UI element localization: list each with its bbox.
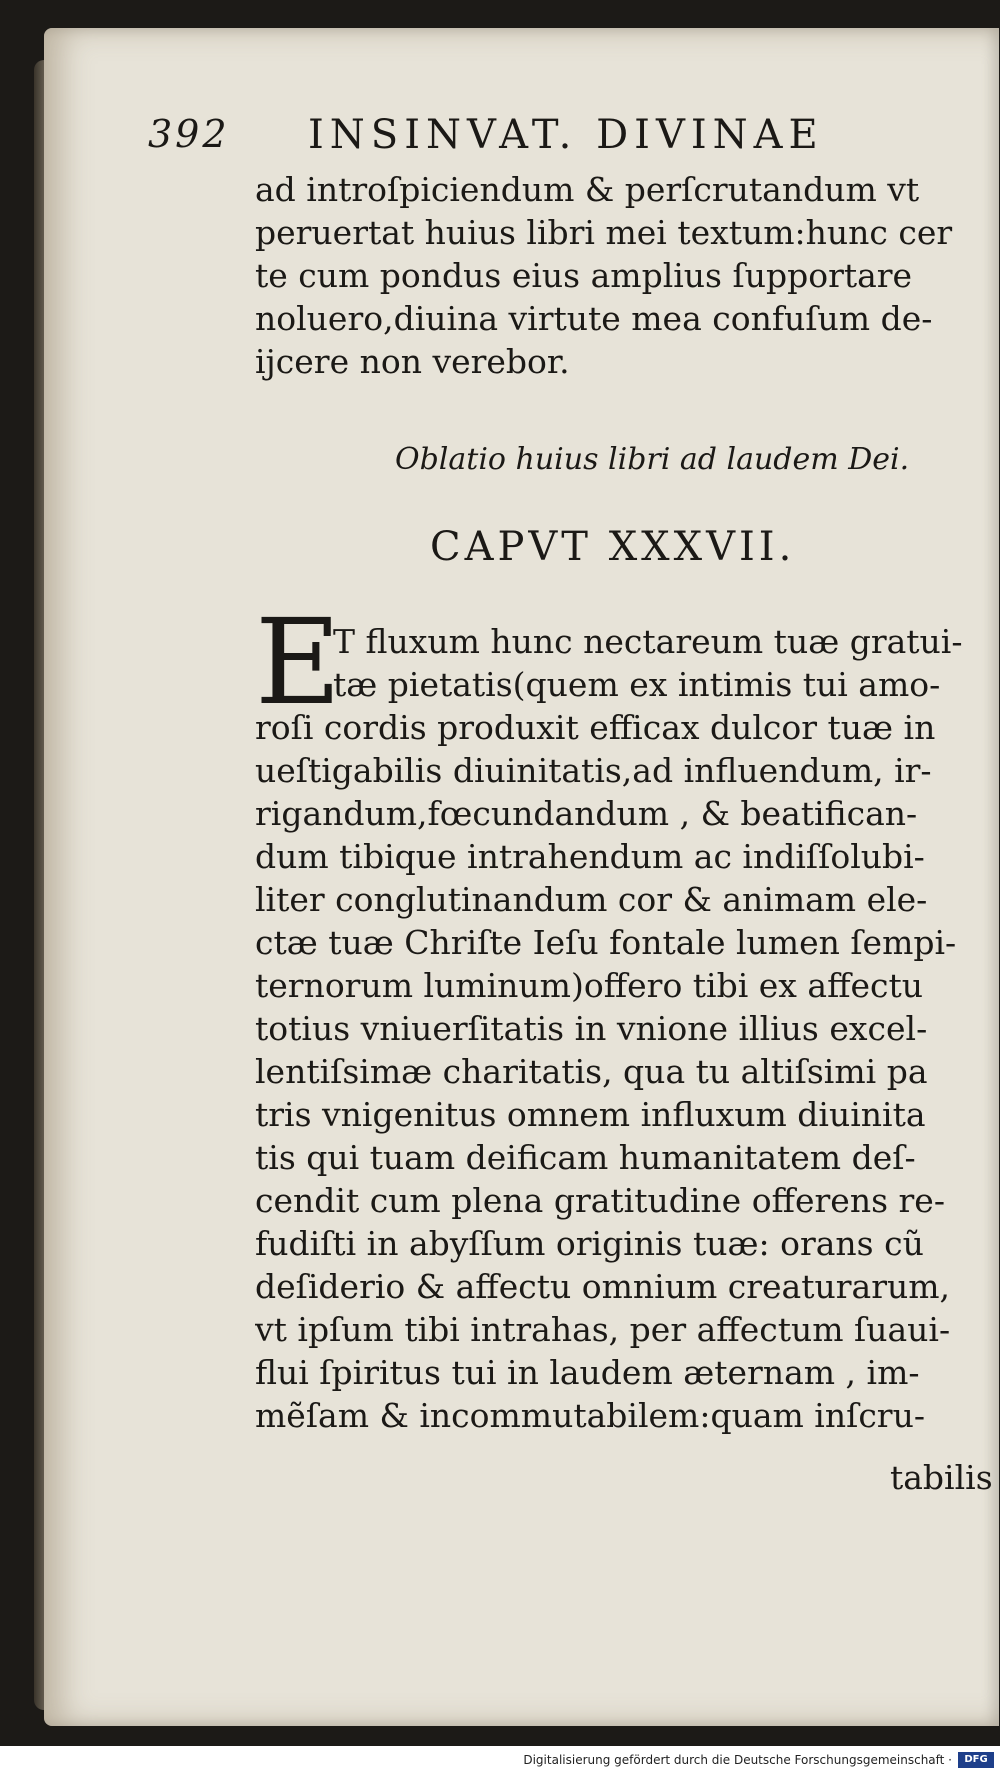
- top-paragraph: [255, 168, 995, 383]
- text-line: fudiſti in abyſſum originis tuæ: orans cũ: [255, 1224, 924, 1263]
- text-line: roſi cordis produxit efficax dulcor tuæ in: [255, 708, 936, 747]
- text-line: vt ipſum tibi intrahas, per affectum ſuaui-: [255, 1310, 951, 1349]
- dfg-logo: DFG: [958, 1752, 994, 1768]
- text-line: peruertat huius libri mei textum:hunc cer: [255, 213, 953, 252]
- text-line: ijcere non verebor.: [255, 342, 570, 381]
- chapter-title: CAPVT XXXVII.: [430, 524, 796, 570]
- text-line: mẽſam & incommutabilem:quam inſcru-: [255, 1396, 925, 1435]
- running-head: [148, 112, 948, 162]
- text-line: tris vnigenitus omnem influxum diuinita: [255, 1095, 926, 1134]
- page-number: 392: [148, 112, 230, 156]
- text-line: cendit cum plena gratitudine offerens re-: [255, 1181, 945, 1220]
- drop-cap-initial: E: [255, 593, 342, 731]
- text-line: T fluxum hunc nectareum tuæ gratui-: [333, 622, 963, 661]
- text-line: ctæ tuæ Chriſte Ieſu fontale lumen ſempi-: [255, 923, 957, 962]
- text-line: dum tibique intrahendum ac indiſſolubi-: [255, 837, 925, 876]
- text-line: totius vniuerſitatis in vnione illius excel-: [255, 1009, 928, 1048]
- footer-credit: Digitalisierung gefördert durch die Deutsche Forschungsgemeinschaft ·: [523, 1753, 952, 1767]
- text-line: te cum pondus eius amplius ſupportare: [255, 256, 913, 295]
- catchword: tabilis: [890, 1458, 993, 1497]
- digitization-footer: [0, 1746, 1000, 1776]
- text-line: flui ſpiritus tui in laudem æternam , im-: [255, 1353, 920, 1392]
- section-heading: Oblatio huius libri ad laudem Dei.: [395, 442, 910, 477]
- text-line: rigandum,fœcundandum , & beatifican-: [255, 794, 918, 833]
- text-line: ueſtigabilis diuinitatis,ad influendum, ir-: [255, 751, 932, 790]
- text-line: tæ pietatis(quem ex intimis tui amo-: [333, 665, 941, 704]
- text-line: ad introſpiciendum & perſcrutandum vt: [255, 170, 920, 209]
- chapter-body: [255, 618, 995, 1435]
- text-line: liter conglutinandum cor & animam ele-: [255, 880, 928, 919]
- text-line: tis qui tuam deificam humanitatem deſ-: [255, 1138, 916, 1177]
- text-line: noluero,diuina virtute mea confuſum de-: [255, 299, 933, 338]
- running-title: INSINVAT. DIVINAE: [308, 112, 824, 158]
- text-line: ternorum luminum)offero tibi ex affectu: [255, 966, 924, 1005]
- text-line: deſiderio & affectu omnium creaturarum,: [255, 1267, 950, 1306]
- text-line: lentiſsimæ charitatis, qua tu altiſsimi pa: [255, 1052, 928, 1091]
